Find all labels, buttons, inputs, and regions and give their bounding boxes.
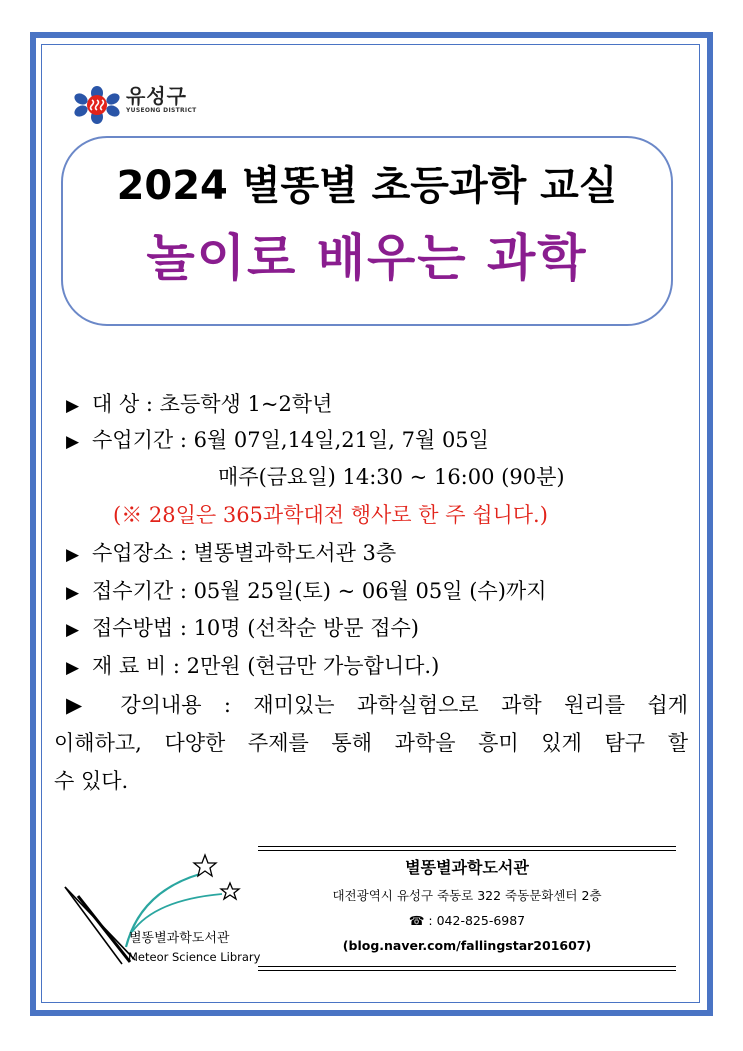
title-box <box>61 136 673 326</box>
library-name: 별똥별과학도서관 <box>405 858 529 877</box>
logo-name-en: YUSEONG DISTRICT <box>126 107 197 114</box>
period-text: 수업기간 : 6월 07일,14일,21일, 7월 05일 <box>92 428 489 452</box>
title-line-1: 2024 별똥별 초등과학 교실 <box>116 163 618 209</box>
bullet-icon: ▶ <box>66 545 80 565</box>
place-text: 수업장소 : 별똥별과학도서관 3층 <box>92 541 397 565</box>
registration-method-text: 접수방법 : 10명 (선착순 방문 접수) <box>92 616 419 640</box>
detail-content-line-2: 이해하고, 다양한 주제를 통해 과학을 흥미 있게 탐구 할 <box>54 731 688 755</box>
detail-content-line-3: 수 있다. <box>54 769 129 793</box>
detail-content-line-1: ▶ 강의내용 : 재미있는 과학실험으로 과학 원리를 쉽게 <box>66 693 688 717</box>
detail-registration-method <box>66 618 419 639</box>
detail-schedule: 매주(금요일) 14:30 ~ 16:00 (90분) <box>218 465 565 489</box>
library-address: 대전광역시 유성구 죽동로 322 죽동문화센터 2층 <box>332 888 602 903</box>
bullet-icon: ▶ <box>66 432 80 452</box>
bullet-icon: ▶ <box>66 620 80 640</box>
meteor-logo-name-en: Meteor Science Library <box>128 950 261 964</box>
yuseong-logo <box>74 86 197 124</box>
info-bottom-rule <box>258 966 676 967</box>
registration-period-text: 접수기간 : 05월 25일(토) ~ 06월 05일 (수)까지 <box>92 579 547 603</box>
detail-registration-period <box>66 581 547 602</box>
logo-name: 유성구 <box>126 84 187 108</box>
library-blog-link[interactable]: (blog.naver.com/fallingstar201607) <box>342 938 592 953</box>
bullet-icon: ▶ <box>66 396 80 416</box>
yuseong-emblem-icon <box>74 86 120 124</box>
info-top-rule-2 <box>258 850 676 851</box>
bullet-icon: ▶ <box>66 658 80 678</box>
detail-fee <box>66 656 439 677</box>
target-text: 대 상 : 초등학생 1~2학년 <box>92 392 333 416</box>
fee-text: 재 료 비 : 2만원 (현금만 가능합니다.) <box>92 654 440 678</box>
info-top-rule <box>258 846 676 847</box>
detail-period <box>66 430 489 451</box>
detail-notice: (※ 28일은 365과학대전 행사로 한 주 쉽니다.) <box>113 503 548 527</box>
bullet-icon: ▶ <box>66 583 80 603</box>
info-bottom-rule-2 <box>258 970 676 971</box>
detail-target <box>66 394 332 415</box>
detail-place <box>66 543 396 564</box>
title-line-2: 놀이로 배우는 과학 <box>146 229 588 287</box>
meteor-logo-name: 별똥별과학도서관 <box>129 931 230 946</box>
library-phone: ☎ : 042-825-6987 <box>408 913 526 928</box>
